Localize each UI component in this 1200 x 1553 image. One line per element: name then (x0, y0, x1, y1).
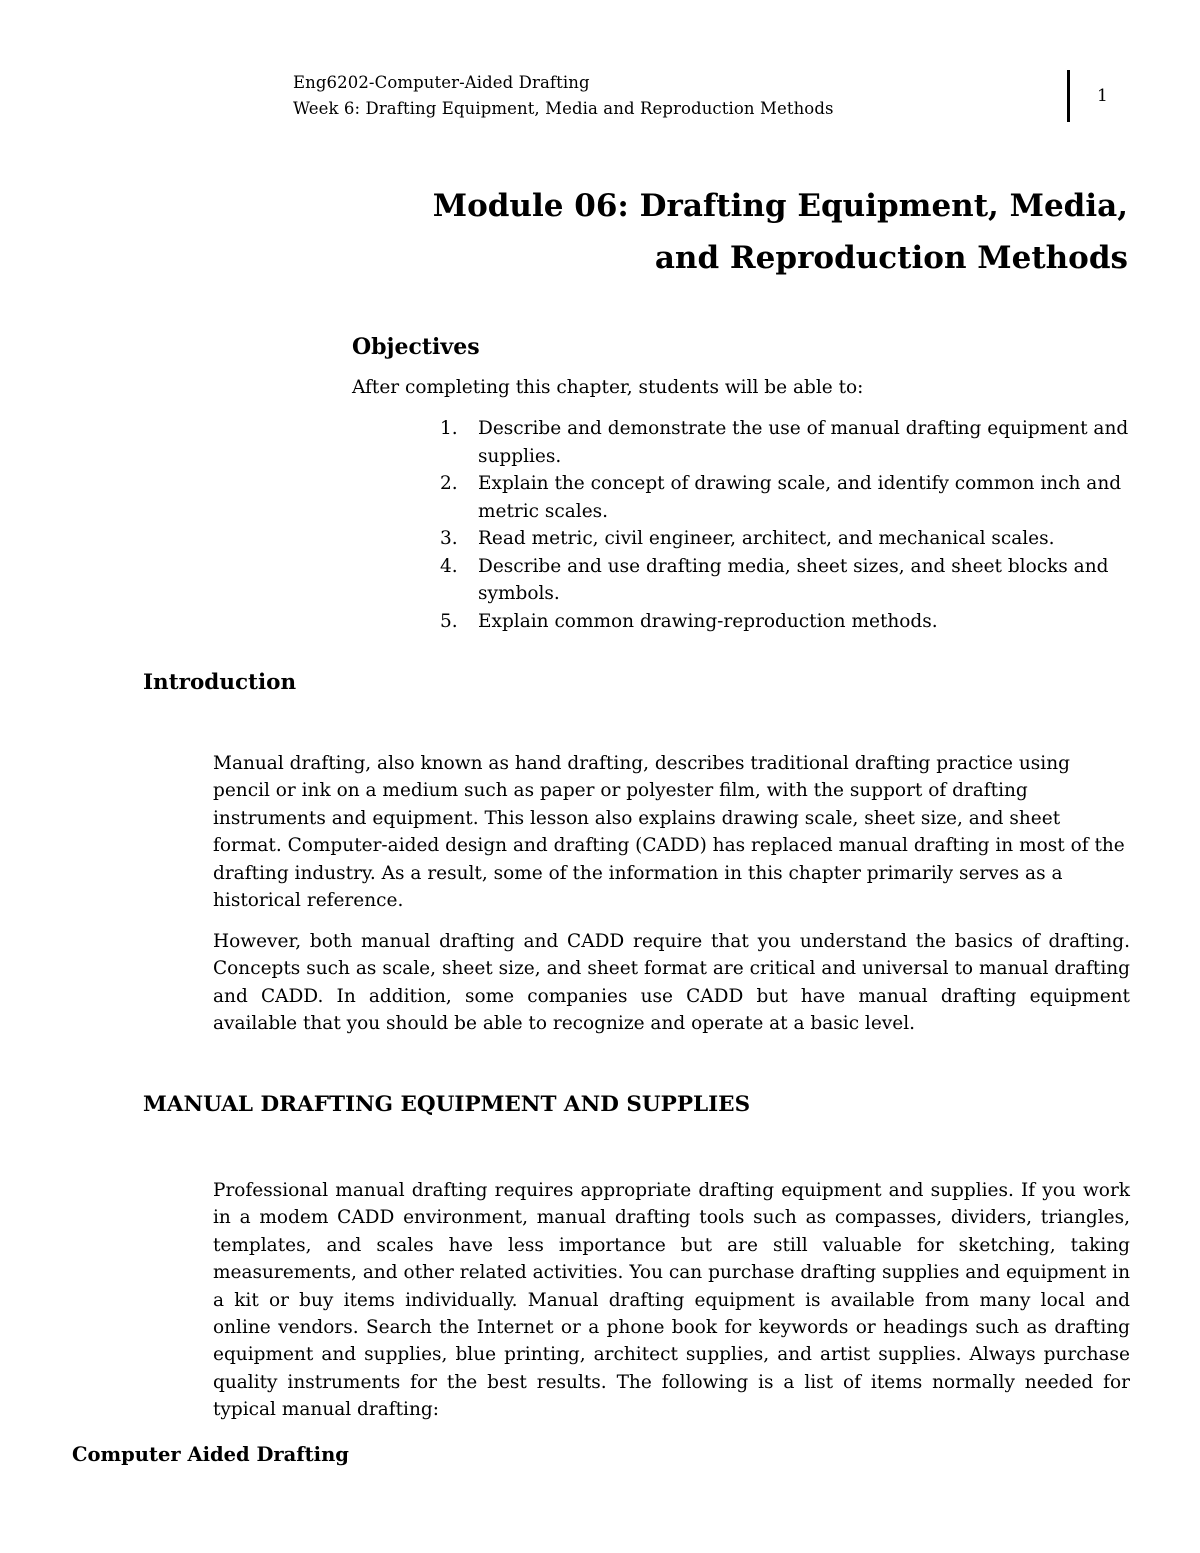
list-item-text: Describe and use drafting media, sheet sizes, and sheet blocks and symbols. (478, 555, 1109, 604)
list-item-number: 5. (440, 610, 458, 632)
objectives-intro: After completing this chapter, students will be able to: (352, 377, 864, 398)
list-item-text: Explain common drawing-reproduction methods. (478, 610, 938, 632)
manual-drafting-paragraph: Professional manual drafting requires appropriate drafting equipment and supplies. If you work in a modem CADD environment, manual drafting tools such as compasses, dividers, triangles, templates, and scales have less importance but are still valuable for sketching, taking measurements, and other related activities. You can purchase drafting supplies and equipment in a kit or buy items individually. Manual drafting equipment is available from many local and online vendors. Search the Internet or a phone book for keywords or headings such as drafting equipment and supplies, blue printing, architect supplies, and artist supplies. Always purchase quality instruments for the best results. The following is a list of items normally needed for typical manual drafting: (213, 1180, 1130, 1421)
list-item (440, 608, 1140, 636)
introduction-paragraph-2: However, both manual drafting and CADD require that you understand the basics of drafting. Concepts such as scale, sheet size, and sheet format are critical and universal to manual drafting and CADD. In addition, some companies use CADD but have manual drafting equipment available that you should be able to recognize and operate at a basic level. (213, 931, 1130, 1035)
list-item-text: Explain the concept of drawing scale, and identify common inch and metric scales. (478, 473, 1122, 522)
list-item (440, 553, 1140, 608)
header-course-title: Eng6202-Computer-Aided Drafting (293, 73, 590, 92)
header-divider (1067, 70, 1070, 122)
header-week-title: Week 6: Drafting Equipment, Media and Reproduction Methods (293, 99, 834, 118)
list-item-number: 4. (440, 555, 458, 577)
list-item (440, 415, 1140, 470)
footer-text: Computer Aided Drafting (72, 1443, 349, 1466)
list-item-number: 3. (440, 528, 458, 549)
list-item-number: 1. (440, 418, 458, 439)
list-item-text: Describe and demonstrate the use of manual drafting equipment and supplies. (478, 418, 1129, 467)
list-item (440, 525, 1140, 553)
page-number: 1 (1097, 86, 1108, 106)
list-item-text: Read metric, civil engineer, architect, and mechanical scales. (478, 528, 1055, 549)
page-title-line-1: Module 06: Drafting Equipment, Media, (432, 188, 1128, 224)
list-item-number: 2. (440, 473, 458, 494)
objectives-heading: Objectives (352, 334, 480, 360)
list-item (440, 470, 1140, 525)
objectives-list (440, 415, 1140, 635)
introduction-heading: Introduction (143, 670, 297, 695)
page-title-line-2: and Reproduction Methods (654, 240, 1128, 276)
introduction-paragraph-1: Manual drafting, also known as hand drafting, describes traditional drafting practice using pencil or ink on a medium such as paper or polyester film, with the support of drafting instruments and equipment. This lesson also explains drawing scale, sheet size, and sheet format. Computer-aided design and drafting (CADD) has replaced manual drafting in most of the drafting industry. As a result, some of the information in this chapter primarily serves as a historical reference. (213, 753, 1125, 912)
manual-drafting-heading: MANUAL DRAFTING EQUIPMENT AND SUPPLIES (143, 1092, 751, 1117)
